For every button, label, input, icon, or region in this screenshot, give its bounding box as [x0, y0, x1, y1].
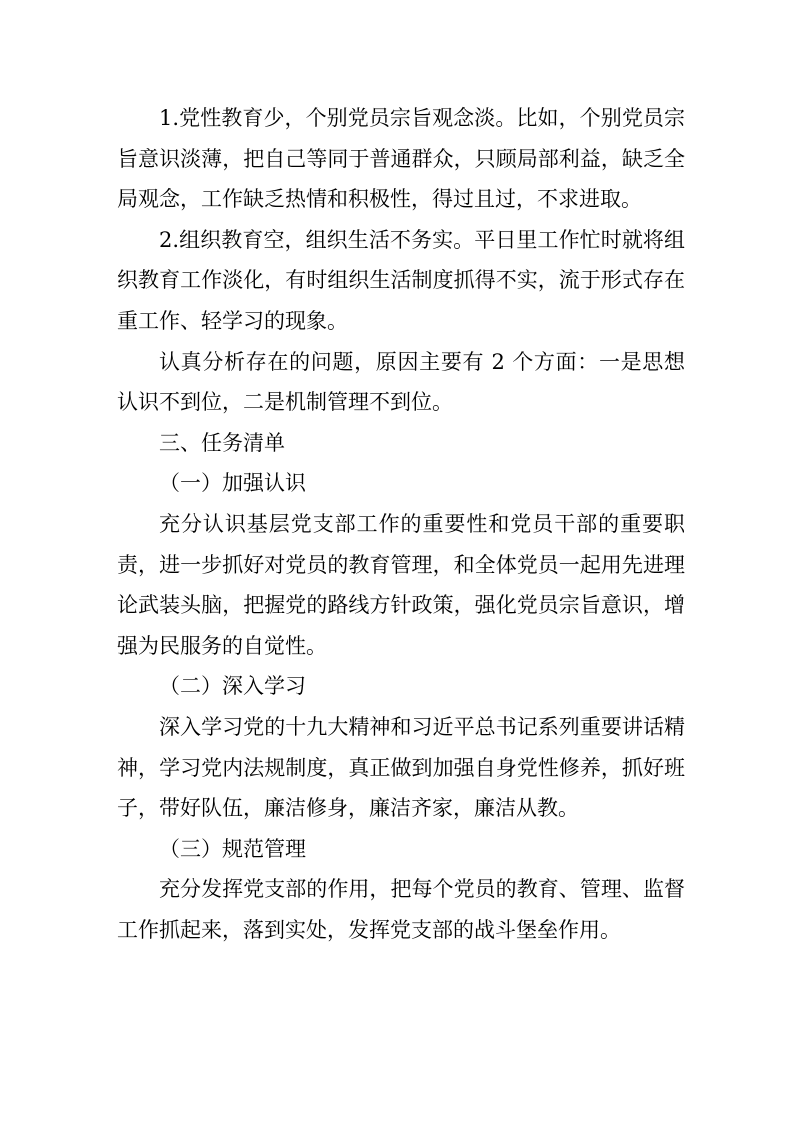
document-body: [117, 98, 685, 950]
subheading-strengthen-awareness: （一）加强认识: [159, 471, 306, 496]
paragraph-standardized-management: 充分发挥党支部的作用，把每个党员的教育、管理、监督工作抓起来，落到实处，发挥党支部的战斗堡垒作用。: [117, 877, 685, 942]
paragraph-in-depth-study: 深入学习党的十九大精神和习近平总书记系列重要讲话精神，学习党内法规制度，真正做到加强自身党性修养，抓好班子，带好队伍，廉洁修身，廉洁齐家，廉洁从教。: [117, 714, 685, 821]
paragraph-cause-analysis: 认真分析存在的问题，原因主要有 2 个方面：一是思想认识不到位，二是机制管理不到位。: [117, 349, 685, 415]
paragraph-strengthen-awareness: 充分认识基层党支部工作的重要性和党员干部的重要职责，进一步抓好对党员的教育管理，和全体党员一起用先进理论武装头脑，把握党的路线方针政策，强化党员宗旨意识，增强为民服务的自觉性。: [117, 511, 685, 658]
section-heading-task-list: 三、任务清单: [159, 430, 285, 455]
paragraph-organization-education: 2.组织教育空，组织生活不务实。平日里工作忙时就将组织教育工作淡化，有时组织生活制度抓得不实，流于形式存在重工作、轻学习的现象。: [117, 227, 685, 333]
subheading-in-depth-study: （二）深入学习: [159, 674, 306, 699]
subheading-standardized-management: （三）规范管理: [159, 836, 306, 861]
paragraph-party-education: 1.党性教育少，个别党员宗旨观念淡。比如，个别党员宗旨意识淡薄，把自己等同于普通群众，只顾局部利益，缺乏全局观念，工作缺乏热情和积极性，得过且过，不求进取。: [117, 106, 685, 212]
